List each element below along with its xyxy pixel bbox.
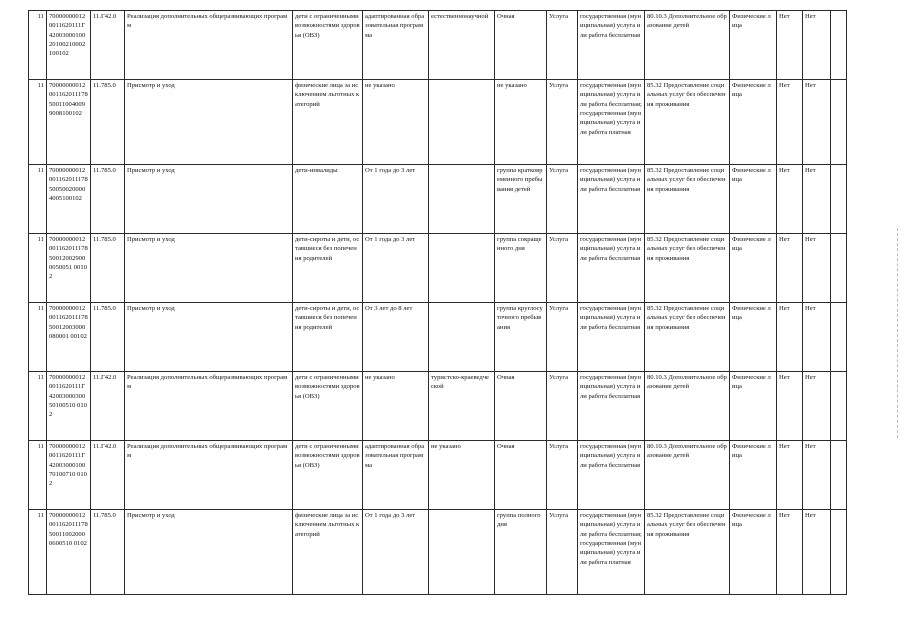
row-number-cell: 11 [29, 303, 47, 372]
registry-code-cell: 700000000120011620111Г4200300010020100210002100102 [47, 11, 91, 80]
condition-1-cell: От 3 лет до 8 лет [363, 303, 429, 372]
activity-code-cell: 85.32 Предоставление социальных услуг без обеспечения проживания [645, 80, 730, 165]
service-name-cell: Реализация дополнительных общеразвивающих программ [125, 11, 293, 80]
flag-1-cell: Нет [777, 234, 803, 303]
service-name-cell: Присмотр и уход [125, 234, 293, 303]
record-type-cell: Услуга [547, 303, 578, 372]
flag-1-cell: Нет [777, 441, 803, 510]
empty-cell [831, 80, 847, 165]
registry-code-cell: 70000000012001162011178500120029000050051 00102 [47, 234, 91, 303]
condition-2-cell: не указано [429, 441, 495, 510]
condition-2-cell [429, 510, 495, 595]
flag-2-cell: Нет [803, 165, 831, 234]
consumer-type-cell: Физические лица [730, 80, 777, 165]
registry-code-cell: 70000000012001162011178500110040099008100102 [47, 80, 91, 165]
registry-code-cell: 700000000120011620111Г4200300030050100510 0102 [47, 372, 91, 441]
service-kind-cell: государственная (муниципальная) услуга или работа бесплатная [578, 234, 645, 303]
record-type-cell: Услуга [547, 80, 578, 165]
service-name-cell: Реализация дополнительных общеразвивающих программ [125, 372, 293, 441]
table-row [29, 80, 847, 165]
condition-1-cell: От 1 года до 3 лет [363, 165, 429, 234]
row-number-cell: 11 [29, 165, 47, 234]
condition-1-cell: не указано [363, 80, 429, 165]
condition-1-cell: От 1 года до 3 лет [363, 510, 429, 595]
classifier-code-cell: 11.785.0 [91, 80, 125, 165]
table-row [29, 441, 847, 510]
table-body [29, 11, 847, 595]
flag-2-cell: Нет [803, 441, 831, 510]
delivery-form-cell: группа круглосуточного пребывания [495, 303, 547, 372]
consumer-type-cell: Физические лица [730, 372, 777, 441]
record-type-cell: Услуга [547, 165, 578, 234]
classifier-code-cell: 11.Г42.0 [91, 441, 125, 510]
service-name-cell: Присмотр и уход [125, 165, 293, 234]
condition-1-cell: адаптированная образовательная программа [363, 441, 429, 510]
consumer-category-cell: дети-инвалиды [293, 165, 363, 234]
consumer-category-cell: дети-сироты и дети, оставшиеся без попечения родителей [293, 303, 363, 372]
consumer-type-cell: Физические лица [730, 441, 777, 510]
service-name-cell: Присмотр и уход [125, 303, 293, 372]
activity-code-cell: 80.10.3 Дополнительное образование детей [645, 441, 730, 510]
row-number-cell: 11 [29, 11, 47, 80]
condition-2-cell [429, 165, 495, 234]
delivery-form-cell: Очная [495, 11, 547, 80]
service-kind-cell: государственная (муниципальная) услуга или работа бесплатная [578, 303, 645, 372]
consumer-type-cell: Физические лица [730, 303, 777, 372]
condition-1-cell: От 1 года до 3 лет [363, 234, 429, 303]
empty-cell [831, 234, 847, 303]
flag-2-cell: Нет [803, 303, 831, 372]
flag-2-cell: Нет [803, 234, 831, 303]
service-name-cell: Присмотр и уход [125, 510, 293, 595]
row-number-cell: 11 [29, 80, 47, 165]
row-number-cell: 11 [29, 510, 47, 595]
consumer-category-cell: физические лица за исключением льготных категорий [293, 510, 363, 595]
condition-2-cell [429, 80, 495, 165]
record-type-cell: Услуга [547, 372, 578, 441]
row-number-cell: 11 [29, 441, 47, 510]
flag-2-cell: Нет [803, 510, 831, 595]
classifier-code-cell: 11.Г42.0 [91, 372, 125, 441]
condition-2-cell: естественнонаучной [429, 11, 495, 80]
consumer-type-cell: Физические лица [730, 234, 777, 303]
service-kind-cell: государственная (муниципальная) услуга или работа бесплатная; государственная (муниципальная) услуга или работа платная [578, 80, 645, 165]
consumer-category-cell: дети-сироты и дети, оставшиеся без попечения родителей [293, 234, 363, 303]
delivery-form-cell: группа полного дня [495, 510, 547, 595]
condition-1-cell: не указано [363, 372, 429, 441]
consumer-category-cell: дети с ограниченными возможностями здоровья (ОВЗ) [293, 11, 363, 80]
flag-1-cell: Нет [777, 510, 803, 595]
activity-code-cell: 80.10.3 Дополнительное образование детей [645, 372, 730, 441]
condition-2-cell [429, 234, 495, 303]
table-row [29, 234, 847, 303]
row-number-cell: 11 [29, 372, 47, 441]
service-name-cell: Присмотр и уход [125, 80, 293, 165]
table-row [29, 372, 847, 441]
service-kind-cell: государственная (муниципальная) услуга или работа бесплатная; государственная (муниципальная) услуга или работа платная [578, 510, 645, 595]
record-type-cell: Услуга [547, 441, 578, 510]
flag-2-cell: Нет [803, 372, 831, 441]
flag-2-cell: Нет [803, 11, 831, 80]
activity-code-cell: 85.32 Предоставление социальных услуг без обеспечения проживания [645, 510, 730, 595]
classifier-code-cell: 11.785.0 [91, 165, 125, 234]
record-type-cell: Услуга [547, 11, 578, 80]
consumer-type-cell: Физические лица [730, 510, 777, 595]
activity-code-cell: 85.32 Предоставление социальных услуг без обеспечения проживания [645, 165, 730, 234]
row-number-cell: 11 [29, 234, 47, 303]
condition-2-cell: туристско-краеведческой [429, 372, 495, 441]
consumer-category-cell: физические лица за исключением льготных категорий [293, 80, 363, 165]
classifier-code-cell: 11.785.0 [91, 234, 125, 303]
consumer-type-cell: Физические лица [730, 165, 777, 234]
delivery-form-cell: не указано [495, 80, 547, 165]
delivery-form-cell: Очная [495, 372, 547, 441]
empty-cell [831, 372, 847, 441]
flag-1-cell: Нет [777, 80, 803, 165]
flag-1-cell: Нет [777, 165, 803, 234]
empty-cell [831, 303, 847, 372]
services-register-table [28, 10, 847, 595]
classifier-code-cell: 11.785.0 [91, 510, 125, 595]
condition-1-cell: адаптированная образовательная программа [363, 11, 429, 80]
flag-1-cell: Нет [777, 303, 803, 372]
classifier-code-cell: 11.785.0 [91, 303, 125, 372]
registry-code-cell: 7000000001200116201117850012003000080001 00102 [47, 303, 91, 372]
delivery-form-cell: Очная [495, 441, 547, 510]
scan-edge-mark [897, 228, 900, 438]
empty-cell [831, 165, 847, 234]
activity-code-cell: 85.32 Предоставление социальных услуг без обеспечения проживания [645, 303, 730, 372]
service-kind-cell: государственная (муниципальная) услуга или работа бесплатная [578, 165, 645, 234]
service-kind-cell: государственная (муниципальная) услуга или работа бесплатная [578, 372, 645, 441]
empty-cell [831, 11, 847, 80]
consumer-category-cell: дети с ограниченными возможностями здоровья (ОВЗ) [293, 372, 363, 441]
consumer-category-cell: дети с ограниченными возможностями здоровья (ОВЗ) [293, 441, 363, 510]
service-name-cell: Реализация дополнительных общеразвивающих программ [125, 441, 293, 510]
activity-code-cell: 80.10.3 Дополнительное образование детей [645, 11, 730, 80]
flag-1-cell: Нет [777, 372, 803, 441]
table-row [29, 11, 847, 80]
service-kind-cell: государственная (муниципальная) услуга или работа бесплатная [578, 441, 645, 510]
classifier-code-cell: 11.Г42.0 [91, 11, 125, 80]
service-kind-cell: государственная (муниципальная) услуга или работа бесплатная [578, 11, 645, 80]
consumer-type-cell: Физические лица [730, 11, 777, 80]
delivery-form-cell: группа сокращенного дня [495, 234, 547, 303]
flag-1-cell: Нет [777, 11, 803, 80]
record-type-cell: Услуга [547, 234, 578, 303]
delivery-form-cell: группа кратковременного пребывания детей [495, 165, 547, 234]
empty-cell [831, 510, 847, 595]
empty-cell [831, 441, 847, 510]
condition-2-cell [429, 303, 495, 372]
registry-code-cell: 70000000012001162011178500500200004005100102 [47, 165, 91, 234]
table-row [29, 303, 847, 372]
record-type-cell: Услуга [547, 510, 578, 595]
activity-code-cell: 85.32 Предоставление социальных услуг без обеспечения проживания [645, 234, 730, 303]
table-row [29, 510, 847, 595]
table-row [29, 165, 847, 234]
flag-2-cell: Нет [803, 80, 831, 165]
registry-code-cell: 700000000120011620111Г4200300010070100710 0102 [47, 441, 91, 510]
registry-code-cell: 70000000012001162011178500110020000600510 0102 [47, 510, 91, 595]
